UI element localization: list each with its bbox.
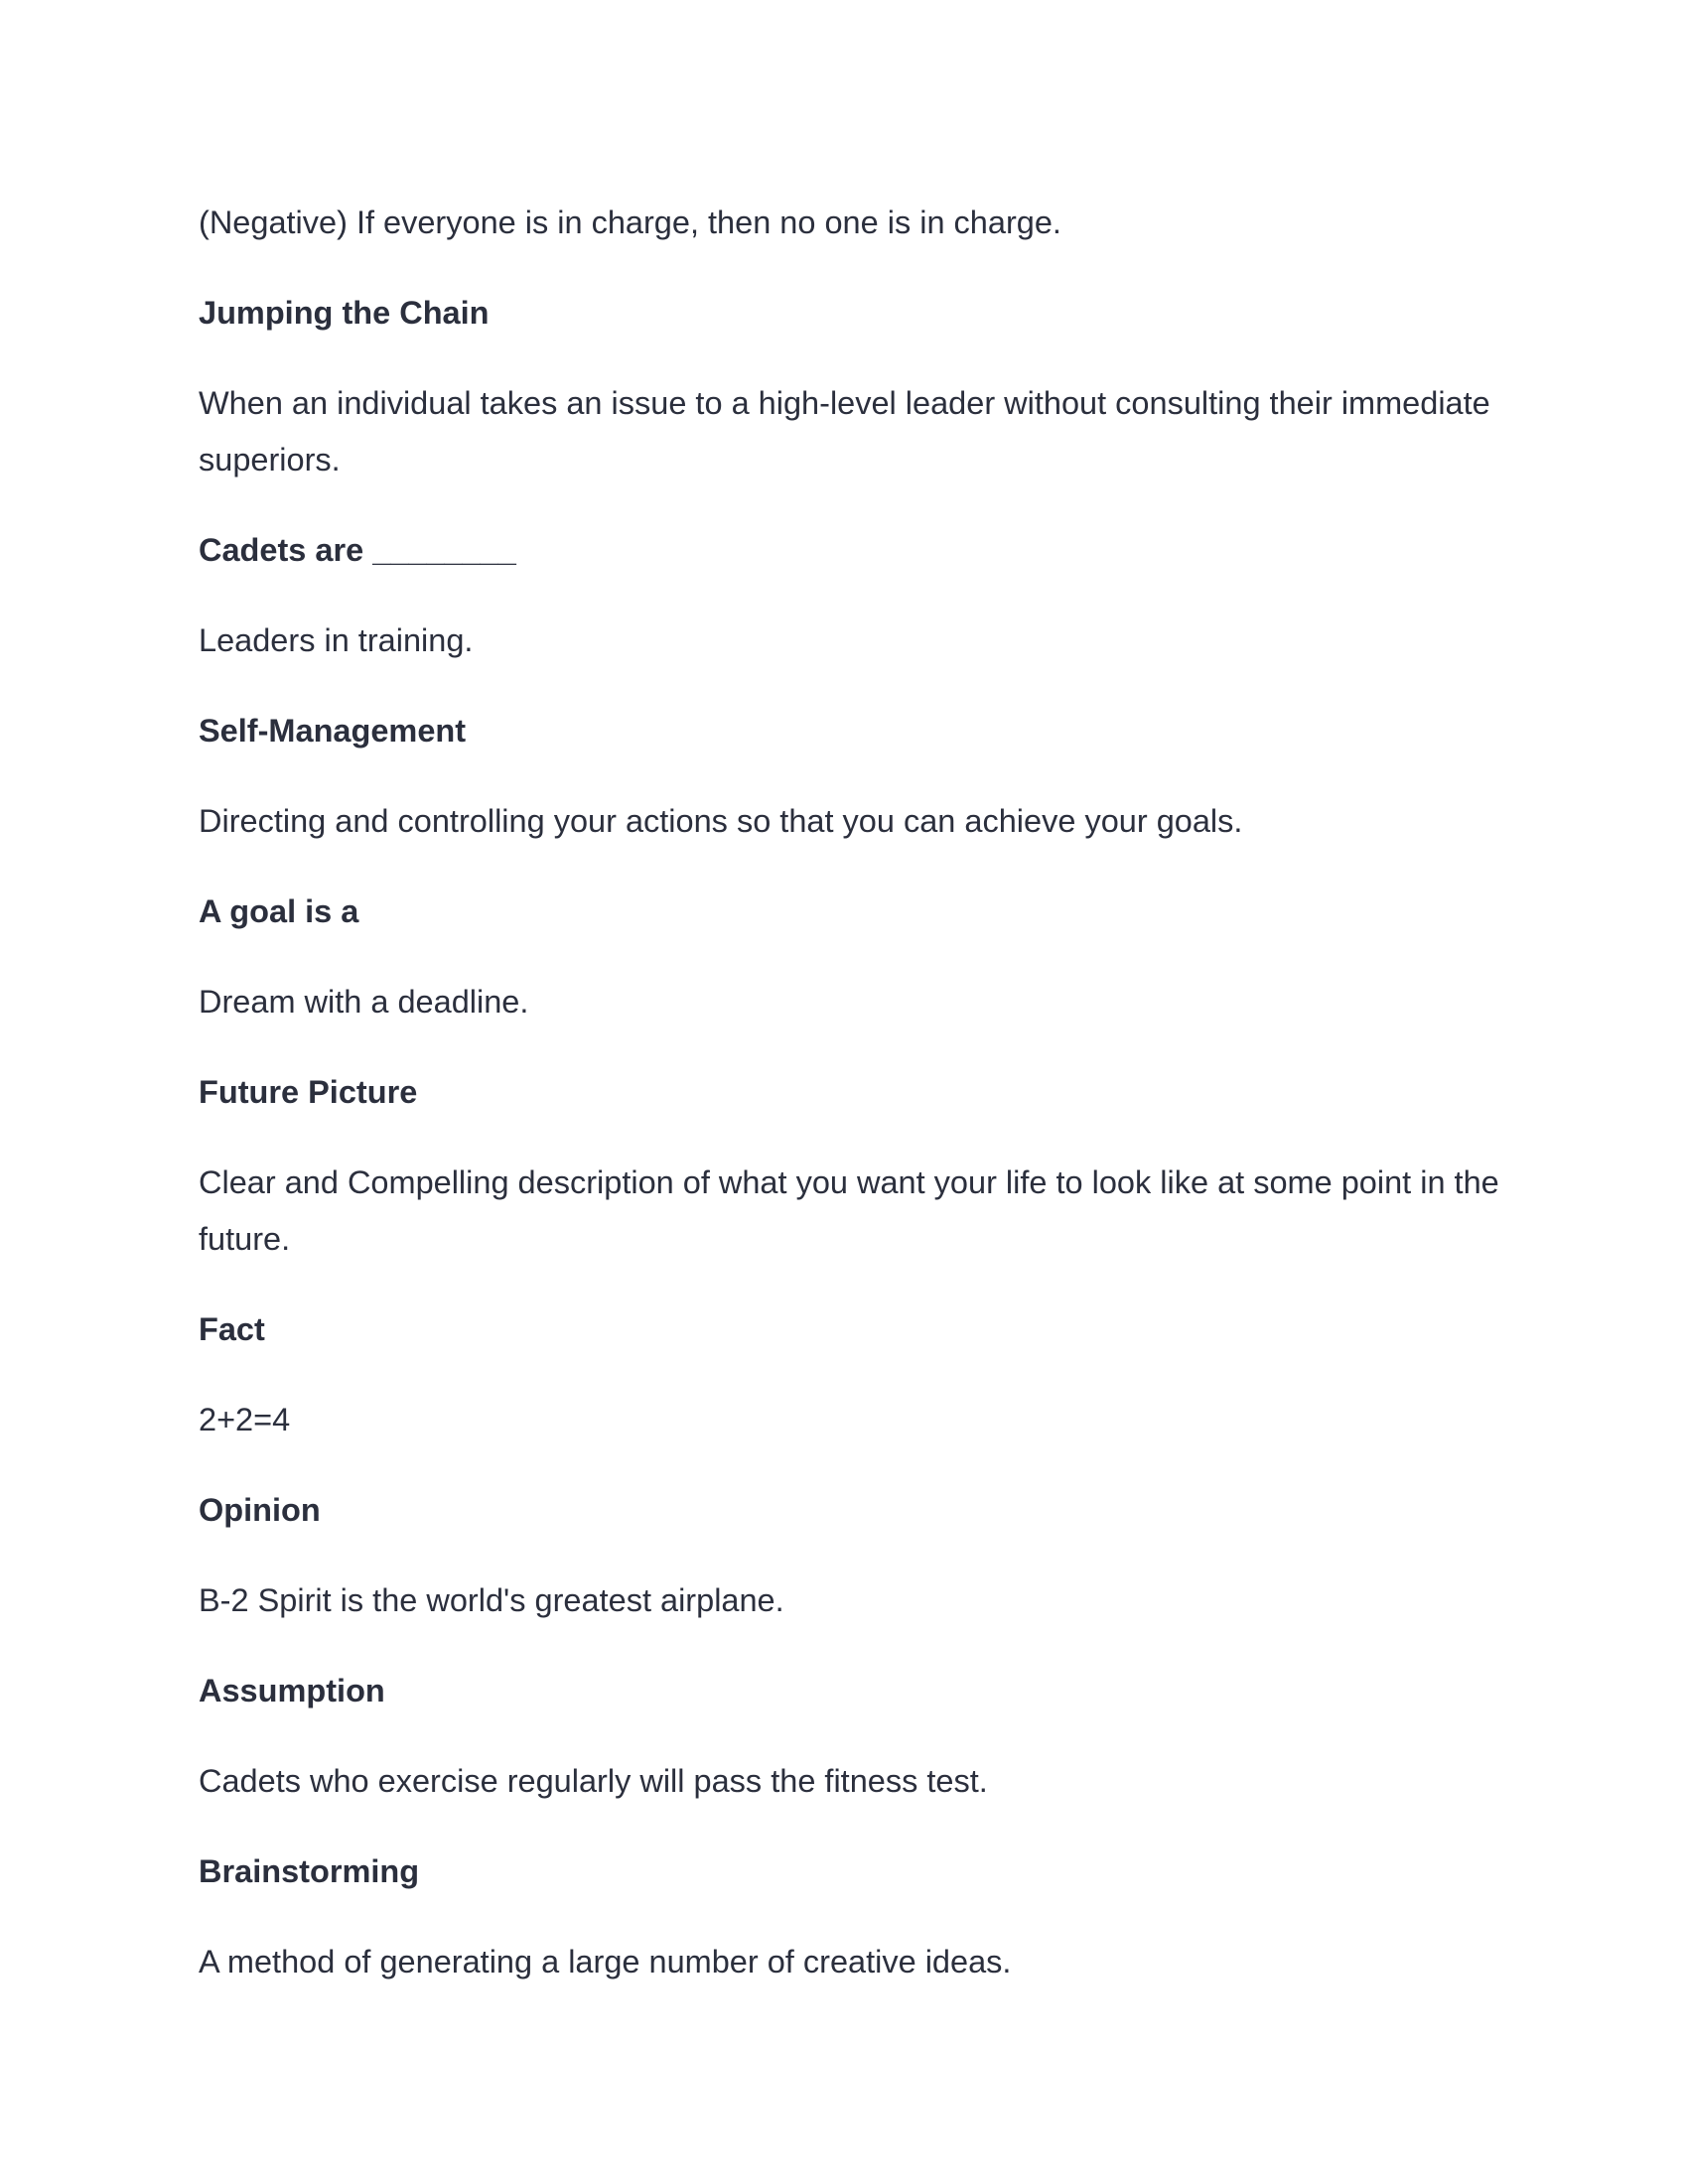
definition-text: Cadets who exercise regularly will pass the fitness test.	[199, 1763, 988, 1799]
definition-text: When an individual takes an issue to a high-level leader without consulting their immediate superiors.	[199, 385, 1490, 478]
definition-text: 2+2=4	[199, 1402, 291, 1437]
definition-text: Clear and Compelling description of what you want your life to look like at some point in the future.	[199, 1164, 1499, 1257]
document-page	[199, 195, 1509, 2024]
term-heading: Cadets are ________	[199, 532, 516, 568]
term-heading: Jumping the Chain	[199, 295, 490, 331]
term-heading: A goal is a	[199, 893, 359, 929]
definition-text: A method of generating a large number of creative ideas.	[199, 1944, 1012, 1979]
definition-text: Leaders in training.	[199, 622, 474, 658]
definition-text: Dream with a deadline.	[199, 984, 529, 1020]
term-heading: Self-Management	[199, 713, 467, 749]
definition-text: (Negative) If everyone is in charge, then no one is in charge.	[199, 205, 1061, 240]
term-heading: Future Picture	[199, 1074, 418, 1110]
definition-text: Directing and controlling your actions so that you can achieve your goals.	[199, 803, 1243, 839]
term-heading: Opinion	[199, 1492, 321, 1528]
definition-text: B-2 Spirit is the world's greatest airplane.	[199, 1582, 784, 1618]
term-heading: Brainstorming	[199, 1853, 420, 1889]
term-heading: Assumption	[199, 1673, 385, 1708]
term-heading: Fact	[199, 1311, 265, 1347]
